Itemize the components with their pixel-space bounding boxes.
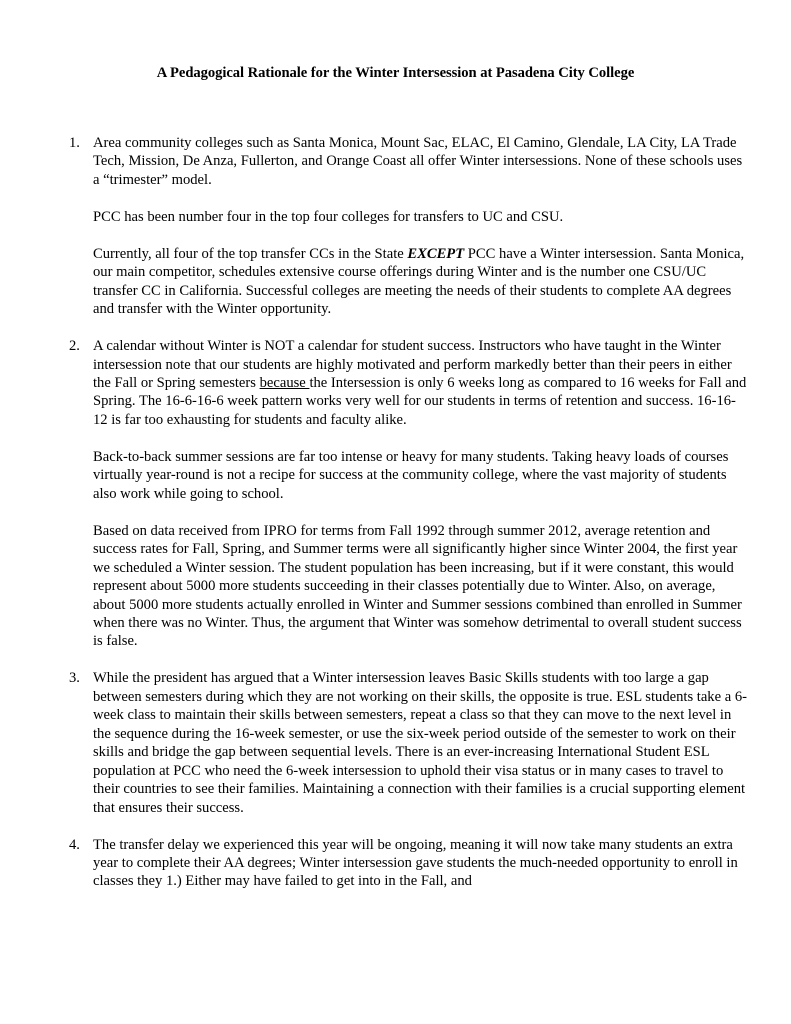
item-1-paragraph-3 <box>93 245 747 319</box>
because-underlined: because <box>259 375 310 392</box>
item-4-paragraph-1: The transfer delay we experienced this year will be ongoing, meaning it will now take many students an extra year to complete their AA degrees; Winter intersession gave students the much-needed opportunity to enroll in classes they 1.) Either may have failed to get into in the Fall, and <box>93 836 738 890</box>
list-item-1 <box>69 134 747 319</box>
item-3-paragraph-1: While the president has argued that a Winter intersession leaves Basic Skills students with too large a gap between semesters during which they are not working on their skills, the opposite is true. ESL students take a 6-week class to maintain their skills between semesters, repeat a class so that they can move to the next level in the sequence during the 16-week semester, or use the six-week period outside of the semester to work on their skills and bridge the gap between sequential levels. There is an ever-increasing International Student ESL population at PCC who need the 6-week intersession to uphold their visa status or in many cases to travel to their countries to see their families. Maintaining a connection with their families is a crucial supporting element that ensures their success. <box>93 670 748 816</box>
item-number: 3. <box>69 670 80 687</box>
item-number: 4. <box>69 836 80 853</box>
item-1-paragraph-2: PCC has been number four in the top four colleges for transfers to UC and CSU. <box>93 208 564 225</box>
item-number: 1. <box>69 135 80 151</box>
item-number: 2. <box>69 338 80 355</box>
document-title: A Pedagogical Rationale for the Winter Intersession at Pasadena City College <box>156 65 635 81</box>
except-emphasis: EXCEPT <box>407 245 465 262</box>
list-item-2 <box>69 337 747 651</box>
item-2-paragraph-1 <box>93 337 747 429</box>
item-2-paragraph-2: Back-to-back summer sessions are far too intense or heavy for many students. Taking heavy loads of courses virtually year-round is not a recipe for success at the community college, where the vast majority of students also work while going to school. <box>93 448 729 502</box>
item-2-p1-text-before: A calendar without Winter is NOT a calendar for student success. Instructors who have taught in the Winter intersession note that our students are highly motivated and perform markedly better than their peers in either the Fall or Spring semesters <box>93 338 732 392</box>
item-1-p3-text-after: PCC have a Winter intersession. Santa Monica, our main competitor, schedules extensive course offerings during Winter and is the number one CSU/UC transfer CC in California. Successful colleges are meeting the needs of their students to complete AA degrees and transfer with the Winter opportunity. <box>93 245 745 318</box>
item-1-paragraph-1: Area community colleges such as Santa Monica, Mount Sac, ELAC, El Camino, Glendale, LA City, LA Trade Tech, Mission, De Anza, Fullerton, and Orange Coast all offer Winter intersessions. None of these schools uses a “trimester” model. <box>93 135 743 188</box>
list-item-3 <box>69 669 748 817</box>
rationale-list <box>69 134 748 891</box>
item-1-p3-text-before: Currently, all four of the top transfer CCs in the State <box>93 245 408 262</box>
item-2-p1-text-after: the Intersession is only 6 weeks long as compared to 16 weeks for Fall and Spring. The 16-6-16-6 week pattern works very well for our students in terms of retention and success. 16-16-12 is far too exhausting for students and faculty alike. <box>93 375 747 428</box>
list-item-4 <box>69 836 747 891</box>
item-2-paragraph-3: Based on data received from IPRO for terms from Fall 1992 through summer 2012, average retention and success rates for Fall, Spring, and Summer terms were all significantly higher since Winter 2004, the first year we scheduled a Winter session. The student population has been increasing, but if it were constant, this would represent about 5000 more students succeeding in their classes potentially due to Winter. Also, on average, about 5000 more students actually enrolled in Winter and Summer sessions combined than enrolled in Summer when there was no Winter. Thus, the argument that Winter was somehow detrimental to overall student success is false. <box>93 522 742 650</box>
